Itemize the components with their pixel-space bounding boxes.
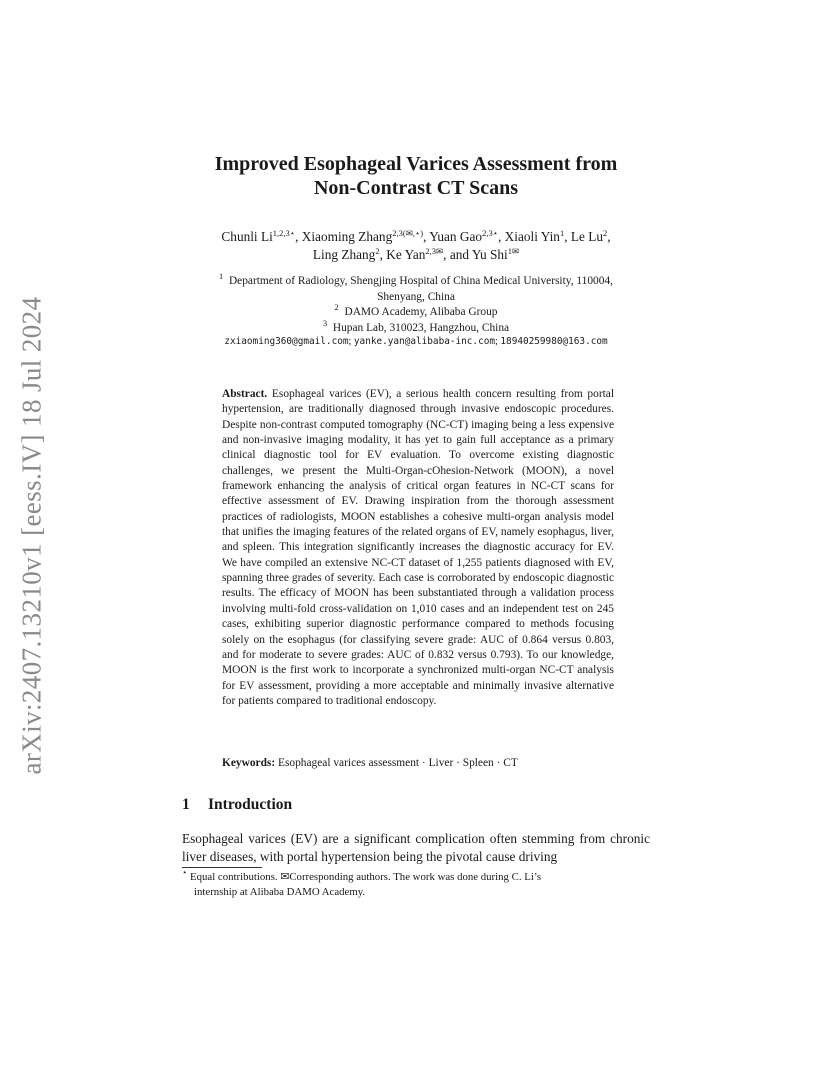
author-name: Yuan Gao [429,229,483,244]
author-sep: , [423,229,430,244]
author-affil-mark: 2 [375,246,380,256]
section-title: Introduction [208,796,293,813]
affiliation-mark: 3 [322,317,328,328]
arxiv-stamp [14,295,50,775]
affiliation-text: Department of Radiology, Shengjing Hospital of China Medical University, 110004, [228,275,613,287]
footnote-rule [182,867,262,868]
affiliation-mark: 2 [334,302,339,312]
footnote-text: Equal contributions. ✉Corresponding authors. The work was done during C. Li’s [190,871,542,883]
title-line-2: Non-Contrast CT Scans [313,177,519,199]
author-name: Xiaoming Zhang [301,229,393,244]
author-sep: , [443,247,450,262]
section-heading [182,796,292,814]
paper-title [120,152,712,200]
author-sep: , [607,229,611,244]
author-affil-mark: 2,3(✉,⋆) [392,228,424,238]
affiliation-1 [160,271,672,290]
footnote-line-1 [182,867,652,885]
author-name: Xiaoli Yin [504,229,560,244]
affiliation-text: Hupan Lab, 310023, Hangzhou, China [332,321,510,334]
author-name: and Yu Shi [449,247,508,262]
author-name: Ling Zhang [312,247,376,262]
affiliations [160,271,672,336]
author-name: Chunli Li [221,229,273,244]
email-sep: ; [348,336,354,347]
footnote-mark: ⋆ [182,867,188,877]
email-link[interactable]: 18940259980@163.com [500,336,608,347]
affiliation-2 [160,302,672,321]
title-line-1: Improved Esophageal Varices Assessment from [214,153,618,175]
affiliation-3 [160,317,672,337]
email-link[interactable]: yanke.yan@alibaba-inc.com [353,336,496,347]
footnote [182,867,652,900]
affiliation-1-cont: Shenyang, China [377,290,455,303]
email-link[interactable]: zxiaoming360@gmail.com [224,336,349,347]
abstract-text: Esophageal varices (EV), a serious health concern resulting from portal hypertension, are traditionally diagnosed through invasive endoscopic procedures. Despite non-contrast computed tomography (NC-CT) imaging being a less expensive and non-invasive imaging modality, it has yet to gain full acceptance as a primary clinical diagnostic tool for EV evaluation. To overcome existing diagnostic challenges, we present the Multi-Organ-cOhesion-Network (MOON), a novel framework enhancing the analysis of critical organ features in NC-CT scans for effective assessment of EV. Drawing inspiration from the thorough assessment practices of radiologists, MOON establishes a cohesive multi-organ analysis model that unifies the imaging features of the related organs of EV, namely esophagus, liver, and spleen. This integration significantly increases the diagnostic accuracy for EV. We have compiled an extensive NC-CT dataset of 1,255 patients diagnosed with EV, spanning three grades of severity. Each case is corroborated by endoscopic diagnostic results. The efficacy of MOON has been substantiated through a validation process involving multi-fold cross-validation on 1,010 cases and an independent test on 245 cases, exhibiting superior diagnostic performance compared to methods focusing solely on the esophagus (for classifying severe grade: AUC of 0.864 versus 0.803, and for moderate to severe grades: AUC of 0.832 versus 0.793). To our knowledge, MOON is the first work to incorporate a synchronized multi-organ NC-CT analysis for EV assessment, providing a more acceptable and minimally invasive alternative for patients compared to traditional endoscopy. [222,388,614,707]
author-affil-mark: 2 [602,228,608,238]
keywords [222,756,614,771]
footnote-line-2: internship at Alibaba DAMO Academy. [194,886,366,898]
keywords-label: Keywords: [222,757,276,769]
author-sep: , [564,229,571,244]
author-sep: , [379,247,387,262]
email-line [140,336,692,347]
author-line-2 [150,246,682,264]
author-list [150,228,682,264]
abstract [222,387,614,709]
author-name: Le Lu [570,229,603,244]
author-sep: , [498,229,505,244]
arxiv-id: arXiv:2407.13210v1 [eess.IV] 18 Jul 2024 [16,296,47,774]
author-affil-mark: 2,3⋆ [482,228,499,238]
email-sep: ; [495,336,501,347]
author-affil-mark: 1✉ [507,246,520,256]
keywords-text: Esophageal varices assessment · Liver · Spleen · CT [278,757,518,769]
affiliation-mark: 1 [218,271,224,281]
section-number: 1 [182,796,190,813]
author-sep: , [295,229,302,244]
abstract-label: Abstract. [222,388,268,400]
author-affil-mark: 2,3✉ [425,246,444,256]
intro-paragraph: Esophageal varices (EV) are a significant complication often stemming from chronic liver diseases, with portal hypertension being the pivotal cause driving [182,831,650,864]
author-line-1 [150,228,682,246]
author-affil-mark: 1,2,3⋆ [272,228,296,238]
author-affil-mark: 1 [559,228,565,238]
author-name: Ke Yan [386,247,426,262]
affiliation-text: DAMO Academy, Alibaba Group [344,306,498,318]
